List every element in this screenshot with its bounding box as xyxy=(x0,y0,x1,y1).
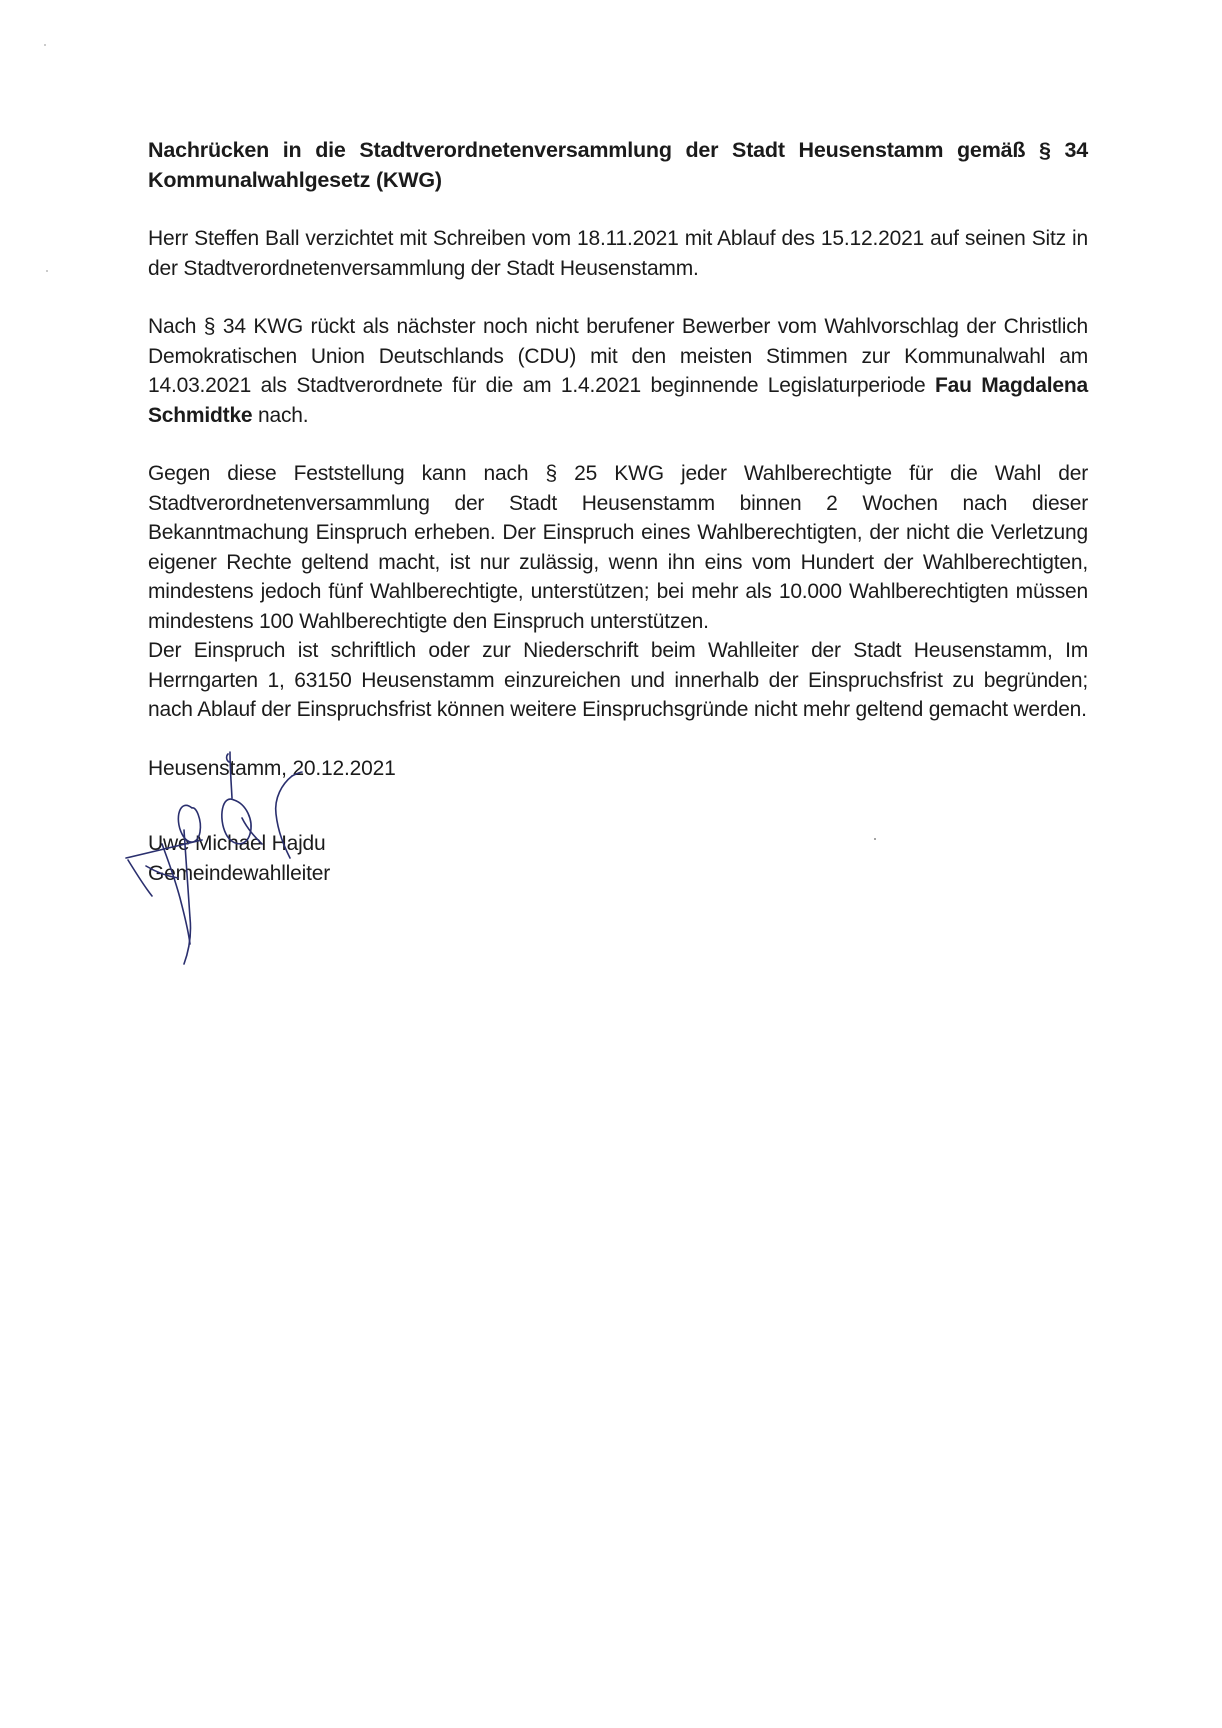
document-heading: Nachrücken in die Stadtverordnetenversammlung der Stadt Heusenstamm gemäß § 34 Kommunalwahlgesetz (KWG) xyxy=(148,138,1088,192)
scan-speck xyxy=(46,270,48,272)
paragraph-resignation: Herr Steffen Ball verzichtet mit Schreiben vom 18.11.2021 mit Ablauf des 15.12.2021 auf seinen Sitz in der Stadtverordnetenversammlung der Stadt Heusenstamm. xyxy=(148,227,1088,280)
scan-speck xyxy=(44,44,46,46)
place-date: Heusenstamm, 20.12.2021 xyxy=(148,756,396,780)
signer-title: Gemeindewahlleiter xyxy=(148,861,330,885)
scan-speck xyxy=(874,838,876,840)
paragraph-objection-rules: Gegen diese Feststellung kann nach § 25 KWG jeder Wahlberechtigte für die Wahl der Stadtverordnetenversammlung der Stadt Heusenstamm binnen 2 Wochen nach dieser Bekanntmachung Einspruch erheben. Der Einspruch eines Wahlberechtigten, der nicht die Verletzung eigener Rechte geltend macht, ist nur zulässig, wenn ihn eins vom Hundert der Wahlberechtigten, mindestens jedoch fünf Wahlberechtigte, unterstützen; bei mehr als 10.000 Wahlberechtigten müssen mindestens 100 Wahlberechtigte den Einspruch unterstützen. xyxy=(148,462,1088,633)
handwritten-signature xyxy=(122,748,352,968)
paragraph-objection-submission: Der Einspruch ist schriftlich oder zur Niederschrift beim Wahlleiter der Stadt Heusenstamm, Im Herrngarten 1, 63150 Heusenstamm einzureichen und innerhalb der Einspruchsfrist zu begründen; nach Ablauf der Einspruchsfrist können weitere Einspruchsgründe nicht mehr geltend gemacht werden. xyxy=(148,639,1088,721)
paragraph-successor-end: nach. xyxy=(252,403,309,427)
paragraph-successor-text: Nach § 34 KWG rückt als nächster noch nicht berufener Bewerber vom Wahlvorschlag der Christlich Demokratischen Union Deutschlands (CDU) mit den meisten Stimmen zur Kommunalwahl am 14.03.2021 als Stadtverordnete für die am 1.4.2021 beginnende Legislaturperiode xyxy=(148,315,1088,397)
signer-name: Uwe Michael Hajdu xyxy=(148,832,326,855)
paragraph-successor xyxy=(148,312,1088,430)
successor-name: Fau Magdalena Schmidtke xyxy=(148,374,1088,427)
